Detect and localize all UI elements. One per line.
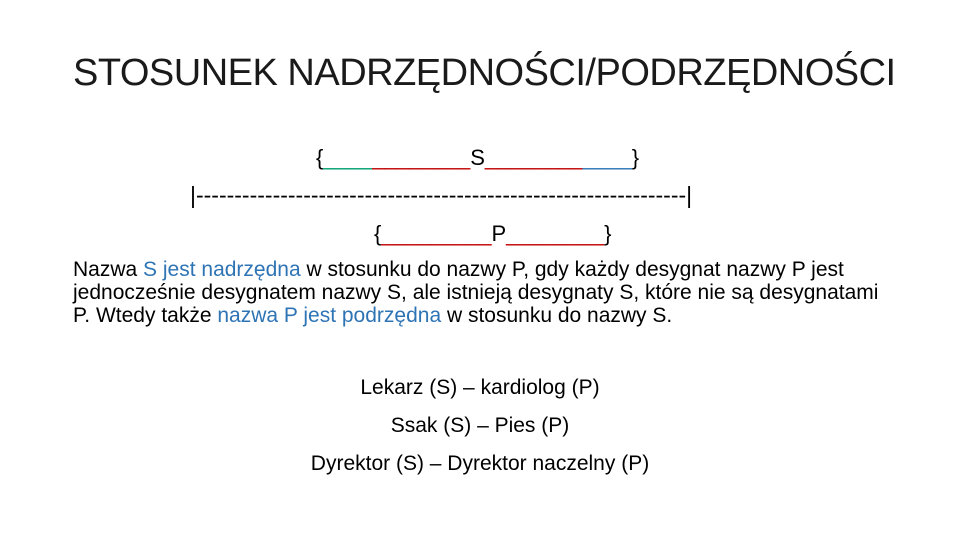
superior-set-line — [316, 145, 639, 171]
range-bar: |----------------------------------------------------------------| — [190, 182, 693, 208]
para-part-2: w stosunku do nazwy P, gdy każdy desygnat nazwy P jest jednocześnie desygnatem nazwy S, ale istnieją desygnaty S, które nie są desygnatami P. Wtedy także — [73, 258, 879, 327]
para-highlight-subordinate: nazwa P jest podrzędna — [217, 304, 442, 327]
p-right-blank: ________ — [506, 221, 605, 246]
s-left-blank-red: ________ — [372, 145, 471, 170]
s-left-blank-green: ____ — [323, 145, 373, 170]
example-item: Dyrektor (S) – Dyrektor naczelny (P) — [310, 452, 650, 475]
s-right-blank-blue: ____ — [582, 145, 632, 170]
example-item: Ssak (S) – Pies (P) — [390, 414, 570, 437]
p-label: P — [491, 221, 507, 246]
para-part-3: w stosunku do nazwy S. — [441, 304, 673, 327]
p-close-brace: } — [604, 221, 612, 246]
subordinate-set-line — [374, 221, 611, 247]
p-open-brace: { — [374, 221, 382, 246]
definition-paragraph — [73, 258, 893, 327]
para-highlight-superior: S jest nadrzędna — [143, 258, 301, 281]
para-part-1: Nazwa — [73, 258, 144, 281]
s-right-blank-red: ________ — [484, 145, 583, 170]
slide-title: STOSUNEK NADRZĘDNOŚCI/PODRZĘDNOŚCI — [73, 52, 896, 94]
example-item: Lekarz (S) – kardiolog (P) — [360, 376, 600, 399]
s-close-brace: } — [631, 145, 640, 170]
s-open-brace: { — [316, 145, 324, 170]
s-label: S — [470, 145, 485, 170]
p-left-blank: _________ — [381, 221, 492, 246]
